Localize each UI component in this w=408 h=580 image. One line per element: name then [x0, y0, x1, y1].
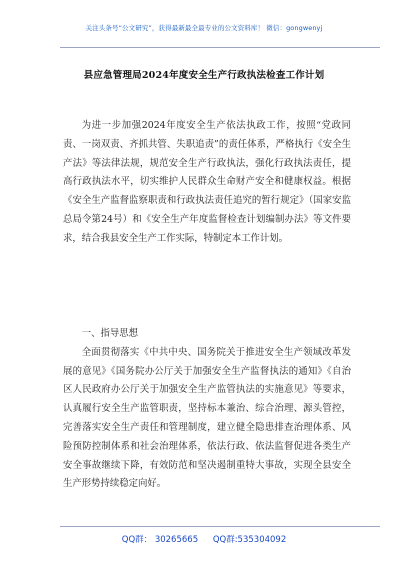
intro-paragraph: 为进一步加强2024年度安全生产依法执政工作，按照“党政同责、一岗双责、齐抓共管、失职追责”的责任体系，严格执行《安全生产法》等法律法规，规范安全生产行政执法，强化行政执法责任，提高行政执法水平，切实维护人民群众生命财产安全和健康权益。根据《安全生产监督监察职责和行政执法责任追究的暂行规定》（国家安监总局令第24号）和《安全生产年度监督检查计划编制办法》等文件要求，结合我县安全生产工作实际，特制定本工作计划。 — [63, 120, 351, 244]
section1-heading: 一、指导思想 — [81, 328, 139, 339]
footer-divider — [60, 526, 380, 527]
document-title: 县应急管理局2024年度安全生产行政执法检查工作计划 — [83, 70, 325, 81]
intro-section — [63, 117, 351, 249]
section1-paragraph: 全面贯彻落实《中共中央、国务院关于推进安全生产领域改革发展的意见》《国务院办公厅关于加强安全生产监督执法的通知》《自治区人民政府办公厅关于加强安全生产监管执法的实施意见》等要求，认真履行安全生产监管职责，坚持标本兼治、综合治理、源头管控，完善落实安全生产责任和管理制度，建立健全隐患排查治理体系、风险预防控制体系和社会治理体系，依法行政、依法监督促进各类生产安全事故继续下降，有效防范和坚决遏制重特大事故，实现全县安全生产形势持续稳定向好。 — [63, 346, 351, 490]
header-banner: 关注头条号“公文研究”，获得最新最全最专业的公文资料库！ 微信：gongwenyj — [85, 24, 323, 32]
footer-qq-group-2: QQ群:535304092 — [212, 535, 287, 545]
header-divider — [60, 47, 380, 48]
footer — [0, 533, 408, 545]
footer-qq-group-1: QQ群： 30265665 — [121, 535, 199, 545]
section-guiding-ideology — [63, 325, 351, 494]
